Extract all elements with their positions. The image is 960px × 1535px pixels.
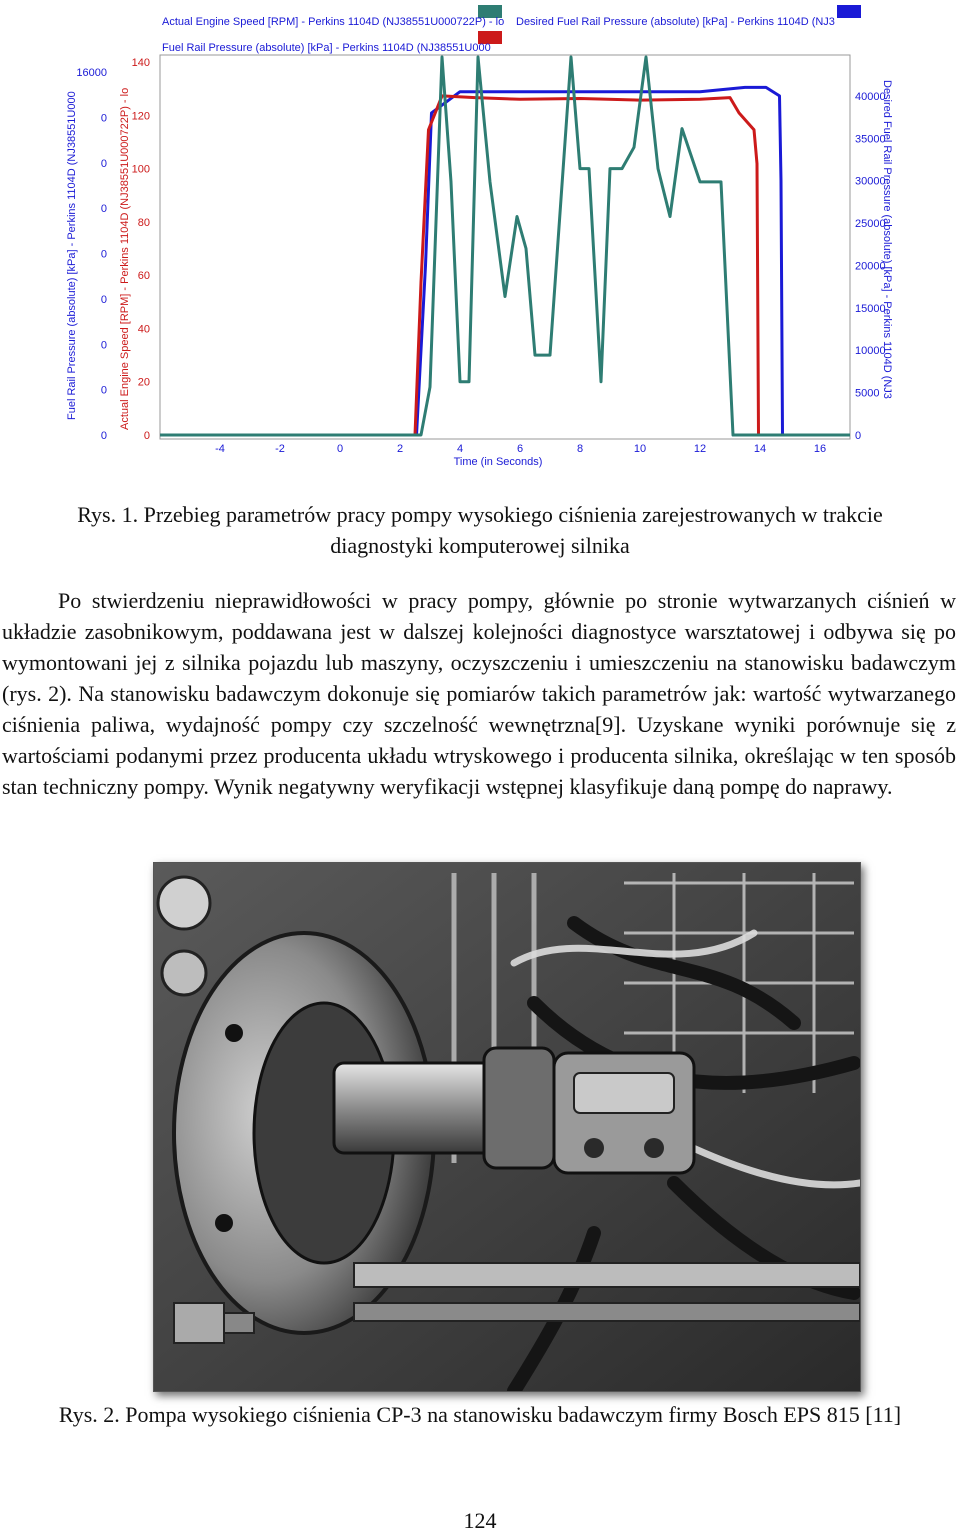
legend-label-desired-pressure: Desired Fuel Rail Pressure (absolute) [kPa] - Perkins 1104D (NJ3 — [516, 16, 835, 28]
x-tick-label: 4 — [456, 443, 464, 455]
left-inner-tick-label: 0 — [143, 430, 150, 442]
x-tick-label: 14 — [753, 443, 767, 455]
x-tick-label: -2 — [275, 443, 285, 455]
body-paragraph-text: Po stwierdzeniu nieprawidłowości w pracy pompy, głównie po stronie wytwarzanych ciśnień w układzie zasobnikowym, poddawana jest w dalszej kolejności diagnostyce warsztatowej i odbywa się po wymontowani jej z silnika pojazdu lub maszyny, oczyszczeniu i umieszczeniu na stanowisku badawczym (rys. 2). Na stanowisku badawczym dokonuje się pomiarów takich parametrów jak: wartość wytwarzanego ciśnienia paliwa, wydajność pompy czy szczelność wewnętrzna[9]. Uzyskane wyniki porównuje się z wartościami podanymi przez producenta układu wtryskowego i producenta silnika, określając w ten sposób stan techniczny pompy. Wynik negatywny weryfikacji wstępnej klasyfikuje daną pompę do naprawy. — [2, 588, 956, 799]
x-tick-label: 8 — [576, 443, 584, 455]
x-tick-label: 0 — [336, 443, 344, 455]
left-inner-tick-label: 40 — [137, 323, 150, 336]
left-inner-tick-label: 140 — [131, 57, 150, 69]
x-tick-label: 16 — [813, 443, 827, 455]
legend-label-rail-pressure: Fuel Rail Pressure (absolute) [kPa] - Perkins 1104D (NJ38551U000 — [162, 42, 491, 54]
engine-diagnostics-chart — [0, 0, 960, 475]
high-pressure-pump — [554, 1053, 694, 1173]
right-tick-label: 15000 — [855, 302, 886, 315]
x-tick-label: -4 — [215, 443, 225, 455]
x-tick-label: 2 — [396, 443, 404, 455]
left-inner-tick-label: 20 — [137, 376, 150, 389]
left-outer-tick-label: 0 — [100, 157, 107, 170]
left-outer-tick-label: 0 — [100, 112, 107, 125]
right-tick-label: 40000 — [855, 90, 886, 103]
left-outer-tick-label: 0 — [100, 293, 107, 306]
left-axis-inner-title: Actual Engine Speed [RPM] - Perkins 1104D (NJ38551U000722P) - lo — [119, 87, 131, 430]
right-tick-label: 20000 — [855, 260, 886, 273]
left-outer-tick-label: 0 — [100, 430, 107, 442]
right-axis-title: Desired Fuel Rail Pressure (absolute) [kPa] - Perkins 1104D (NJ3 — [881, 80, 893, 399]
x-tick-label: 10 — [633, 443, 647, 455]
legend-swatch-desired-pressure — [837, 5, 861, 18]
plot-area — [160, 55, 850, 439]
left-outer-tick-label: 0 — [100, 384, 107, 397]
right-tick-label: 5000 — [855, 387, 880, 400]
figure-1-caption: Rys. 1. Przebieg parametrów pracy pompy wysokiego ciśnienia zarejestrowanych w trakcie diagnostyki komputerowej silnika — [77, 502, 883, 558]
x-axis-title: Time (in Seconds) — [453, 456, 543, 468]
left-inner-tick-label: 80 — [137, 216, 150, 229]
body-paragraph — [2, 585, 956, 802]
figure-2-caption: Rys. 2. Pompa wysokiego ciśnienia CP-3 na stanowisku badawczym firmy Bosch EPS 815 [11] — [58, 1402, 902, 1427]
right-tick-label: 30000 — [855, 175, 886, 188]
right-tick-label: 35000 — [855, 133, 886, 146]
pump-test-bench-photo — [153, 862, 861, 1392]
x-tick-label: 12 — [693, 443, 707, 455]
right-tick-label: 25000 — [855, 218, 886, 231]
left-outer-tick-label: 0 — [100, 339, 107, 352]
left-outer-tick-label: 0 — [100, 248, 107, 261]
legend-label-engine-speed: Actual Engine Speed [RPM] - Perkins 1104D (NJ38551U000722P) - lo — [162, 16, 505, 28]
x-tick-label: 6 — [516, 443, 524, 455]
left-inner-tick-label: 120 — [131, 110, 150, 123]
page-number: 124 — [463, 1508, 497, 1533]
left-axis-outer-title: Fuel Rail Pressure (absolute) [kPa] - Perkins 1104D (NJ38551U000 — [66, 91, 78, 420]
left-inner-tick-label: 60 — [137, 270, 150, 283]
left-outer-tick-label: 16000 — [76, 67, 107, 79]
right-tick-label: 10000 — [855, 345, 886, 358]
left-outer-tick-label: 0 — [100, 203, 107, 216]
left-inner-tick-label: 100 — [131, 163, 150, 176]
right-tick-label: 0 — [855, 430, 862, 442]
